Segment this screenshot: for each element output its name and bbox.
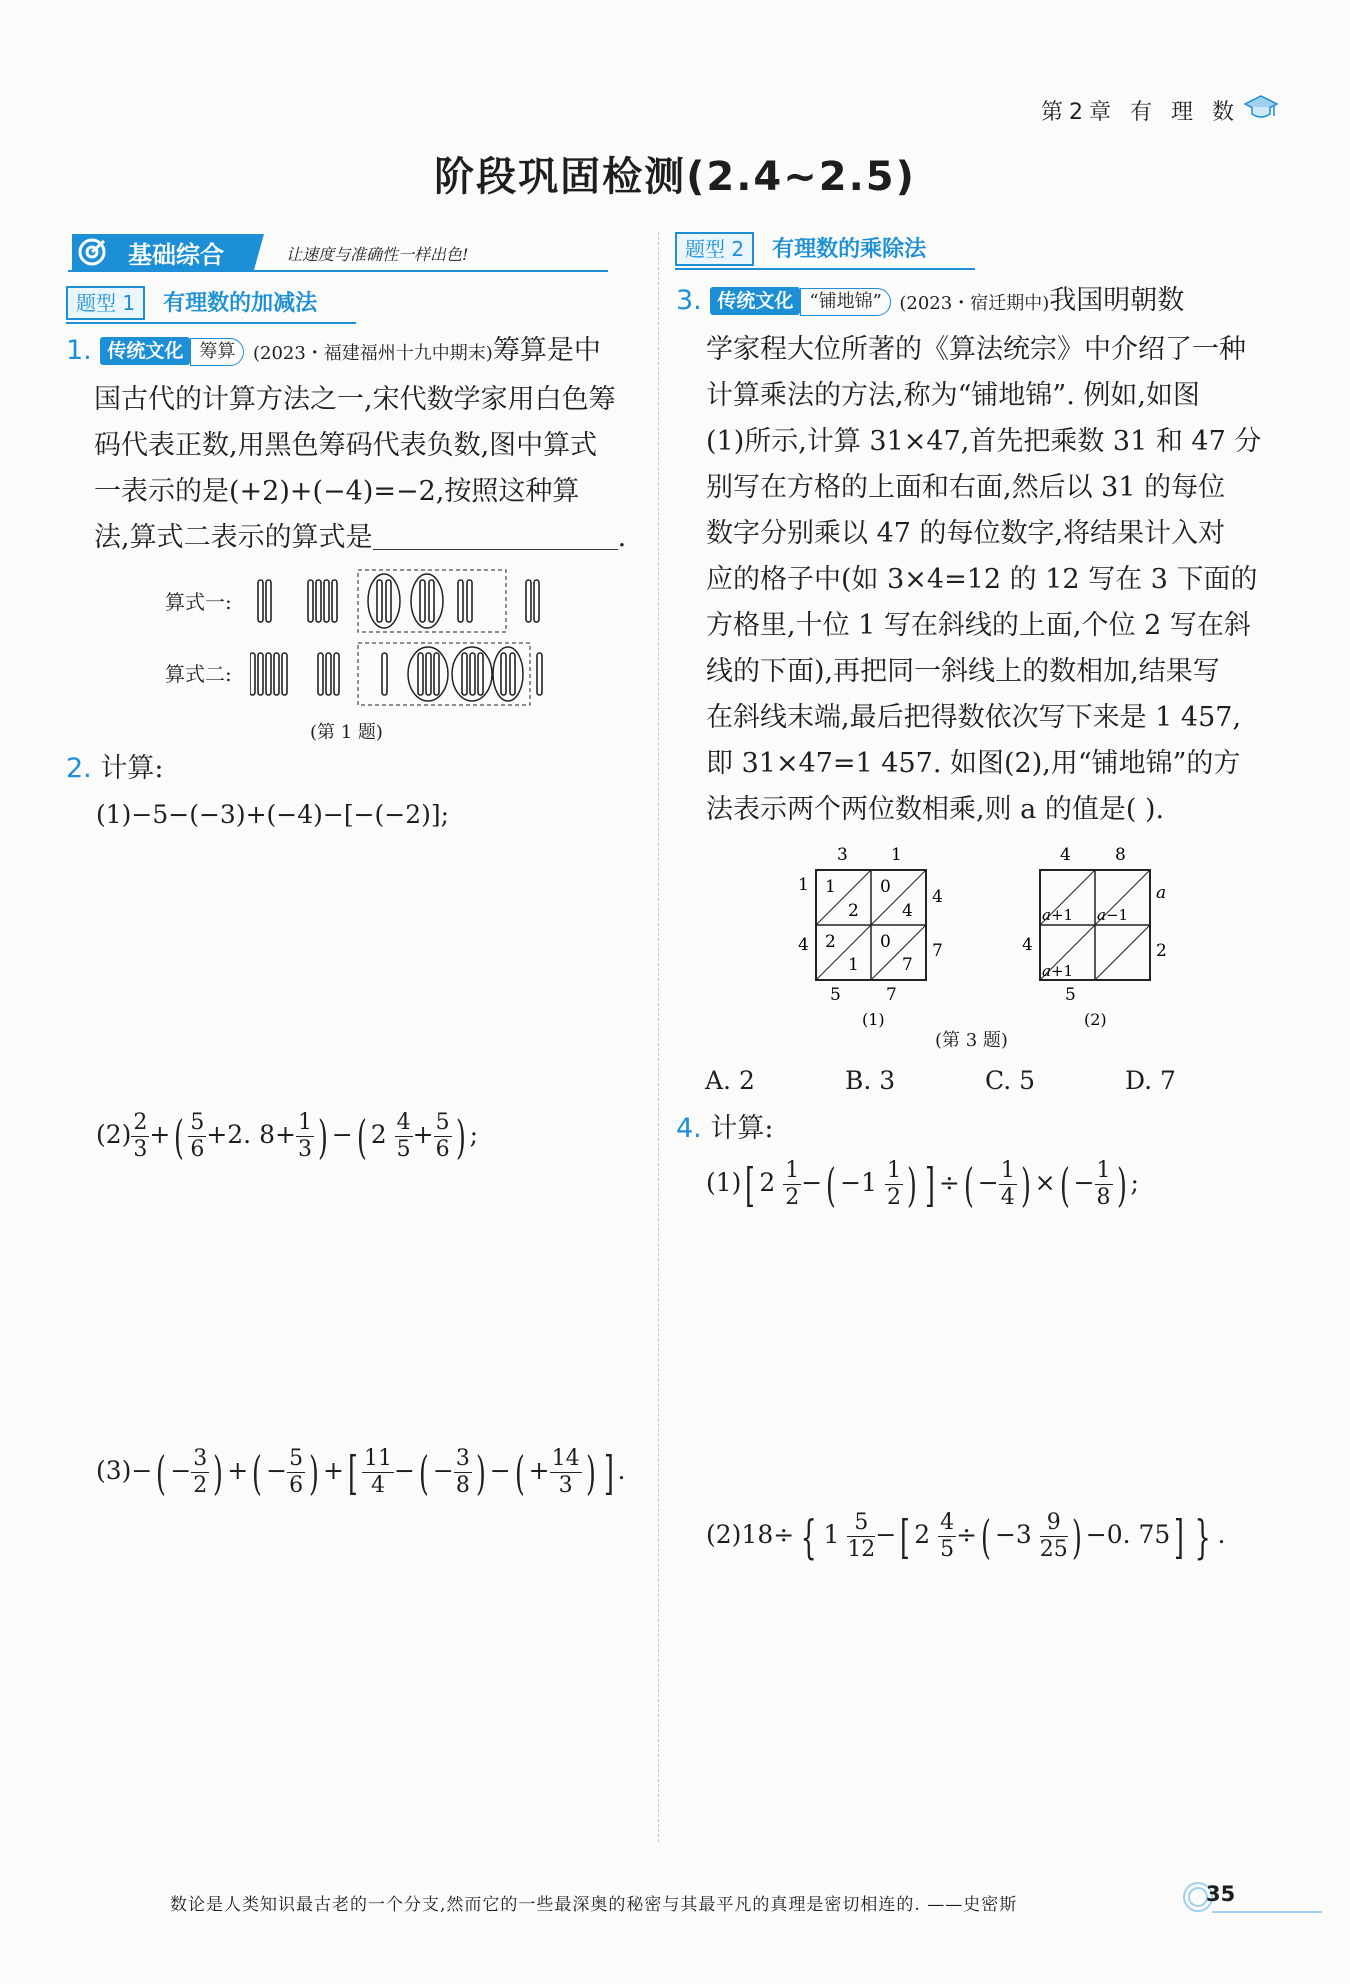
source-label: (2023・宿迁期中) [899,293,1050,314]
footer-quote: 数论是人类知识最古老的一个分支,然而它的一些最深奥的秘密与其最平凡的真理是密切相连的. ——史密斯 [170,1895,1018,1915]
q1-line-4: 法,算式二表示的算式是 [94,522,373,553]
svg-text:7: 7 [932,941,943,961]
answer-blank[interactable] [373,519,618,550]
section-banner [68,232,608,272]
question-title: 计算: [100,753,164,784]
svg-text:4: 4 [1060,845,1071,865]
svg-text:a+1: a+1 [1042,906,1074,924]
svg-text:a+1: a+1 [1042,962,1074,980]
option-c[interactable]: C. 5 [985,1066,1036,1095]
svg-text:a−1: a−1 [1097,906,1129,924]
page-number-badge [1182,1880,1322,1914]
column-divider [658,232,659,1842]
svg-text:a: a [1156,883,1167,903]
svg-text:1: 1 [825,877,836,897]
type-title: 有理数的加减法 [163,291,318,316]
fig-label-2: 算式二: [165,662,232,686]
question-3: 3. 传统文化 “铺地锦” (2023・宿迁期中)我国明朝数 学家程大位所著的《算法统宗》中介绍了一种 计算乘法的方法,称为“铺地锦”. 例如,如图 (1)所示,计算 31×47,首先把乘数 31 和 47 分 别写在方格的上面和右面,然后以 31 的每位 数字分别乘以 47 的每位数字,将结果计入对 应的格子中(如 3×4=12 的 12 写在 3 下面的 方格里,十位 1 写在斜线的上面,个位 2 写在斜 线的下面),再把同一斜线上的数相加,结果写 在斜线末端,最后把得数依次写下来是 1 457, 即 31×47=1 457. 如图(2),用“铺地锦”的方 法表示两个两位数相乘,则 a 的值是( ). [676,285,1262,825]
svg-text:1: 1 [848,955,859,975]
figure-caption-1: (第 1 题) [310,722,383,743]
svg-text:2: 2 [1156,941,1167,961]
svg-text:2: 2 [825,932,836,952]
question-4 [676,1106,773,1152]
graduation-cap-icon [1244,92,1278,122]
q1-line-3: 一表示的是(+2)+(−4)=−2,按照这种算 [94,476,580,507]
page-number: 35 [1206,1882,1236,1906]
q4-part-1: (1)[ 2 $\frac{1}{2}$ −( −1 $\frac{1}{2}$ ) ] ÷( − $\frac{1}{4}$ ) ×( − $\frac{1}{8}$ ) ; [706,1157,1139,1212]
svg-text:2: 2 [848,901,859,921]
page-title: 阶段巩固检测(2.4~2.5) [434,154,916,200]
svg-text:5: 5 [830,985,841,1005]
q2-part-3: (3)−( − $\frac{3}{2}$ ) +( − $\frac{5}{6}$ ) +[ $\frac{11}{4}$ −( − $\frac{3}{8}$ ) −( + $\frac{14}{3}$ ) ] . [96,1445,626,1500]
question-number: 3. [676,285,702,316]
svg-text:0: 0 [880,932,891,952]
option-a[interactable]: A. 2 [705,1066,755,1095]
q1-line-0: 筹算是中 [492,335,601,366]
figure-caption-3: (第 3 题) [935,1030,1008,1051]
option-d[interactable]: D. 7 [1125,1066,1176,1095]
option-b[interactable]: B. 3 [845,1066,896,1095]
svg-text:4: 4 [1022,935,1033,955]
fig-label-1: 算式一: [165,590,232,614]
svg-text:0: 0 [880,877,891,897]
type-title: 有理数的乘除法 [772,237,927,262]
question-title: 计算: [710,1113,774,1144]
type-label: 题型 2 [675,232,754,266]
svg-text:5: 5 [1065,985,1076,1005]
question-number: 1. [66,335,92,366]
svg-text:4: 4 [902,901,913,921]
question-1: 1. 传统文化 筹算 (2023・福建福州十九中期末)筹算是中 国古代的计算方法之一,宋代数学家用白色筹 码代表正数,用黑色筹码代表负数,图中算式 一表示的是(+2)+(−4)=−2,按照这种算 法,算式二表示的算式是 . [66,328,646,561]
q2-part-2: (2) $\frac{2}{3}$ +( $\frac{5}{6}$ +2. 8+ $\frac{1}{3}$ ) −( 2 $\frac{4}{5}$ + $\frac{5}{6}$ ) ; [96,1109,478,1164]
culture-tag: 传统文化 [710,287,800,315]
svg-text:3: 3 [837,845,848,865]
type-heading-1 [66,286,366,324]
source-label: (2023・福建福州十九中期末) [252,343,493,364]
culture-tag: 传统文化 [100,337,190,365]
type-label: 题型 1 [66,286,145,320]
q1-line-2: 码代表正数,用黑色筹码代表负数,图中算式 [94,430,598,461]
svg-text:1: 1 [798,875,809,895]
svg-text:8: 8 [1115,845,1126,865]
fig-1-label: (1) [862,1010,885,1029]
q4-part-2: (2)18÷ { 1 $\frac{5}{12}$ −[ 2 $\frac{4}{5}$ ÷( −3 $\frac{9}{25}$ ) −0. 75] } . [706,1509,1226,1564]
question-2 [66,746,163,792]
svg-text:7: 7 [902,955,913,975]
lattice-grid-1 [798,845,943,1005]
svg-text:1: 1 [891,845,902,865]
counting-rods-figure [250,565,550,715]
q1-line-1: 国古代的计算方法之一,宋代数学家用白色筹 [94,384,616,415]
svg-text:4: 4 [798,935,809,955]
chapter-label: 第2章 有 理 数 [1041,100,1240,125]
q2-part-1: (1)−5−(−3)+(−4)−[−(−2)]; [96,800,450,829]
svg-text:4: 4 [932,887,943,907]
svg-text:7: 7 [886,985,897,1005]
lattice-grid-2 [1022,845,1167,1005]
fig-2-label: (2) [1084,1010,1107,1029]
lattice-multiplication-figure [790,840,1190,1030]
question-number: 4. [676,1113,702,1144]
topic-tag: “铺地锦” [800,288,890,316]
section-motto: 让速度与准确性一样出色! [286,245,469,264]
topic-tag: 筹算 [190,338,244,366]
section-banner-title: 基础综合 [128,241,224,269]
type-heading-2 [675,232,975,270]
question-number: 2. [66,753,92,784]
